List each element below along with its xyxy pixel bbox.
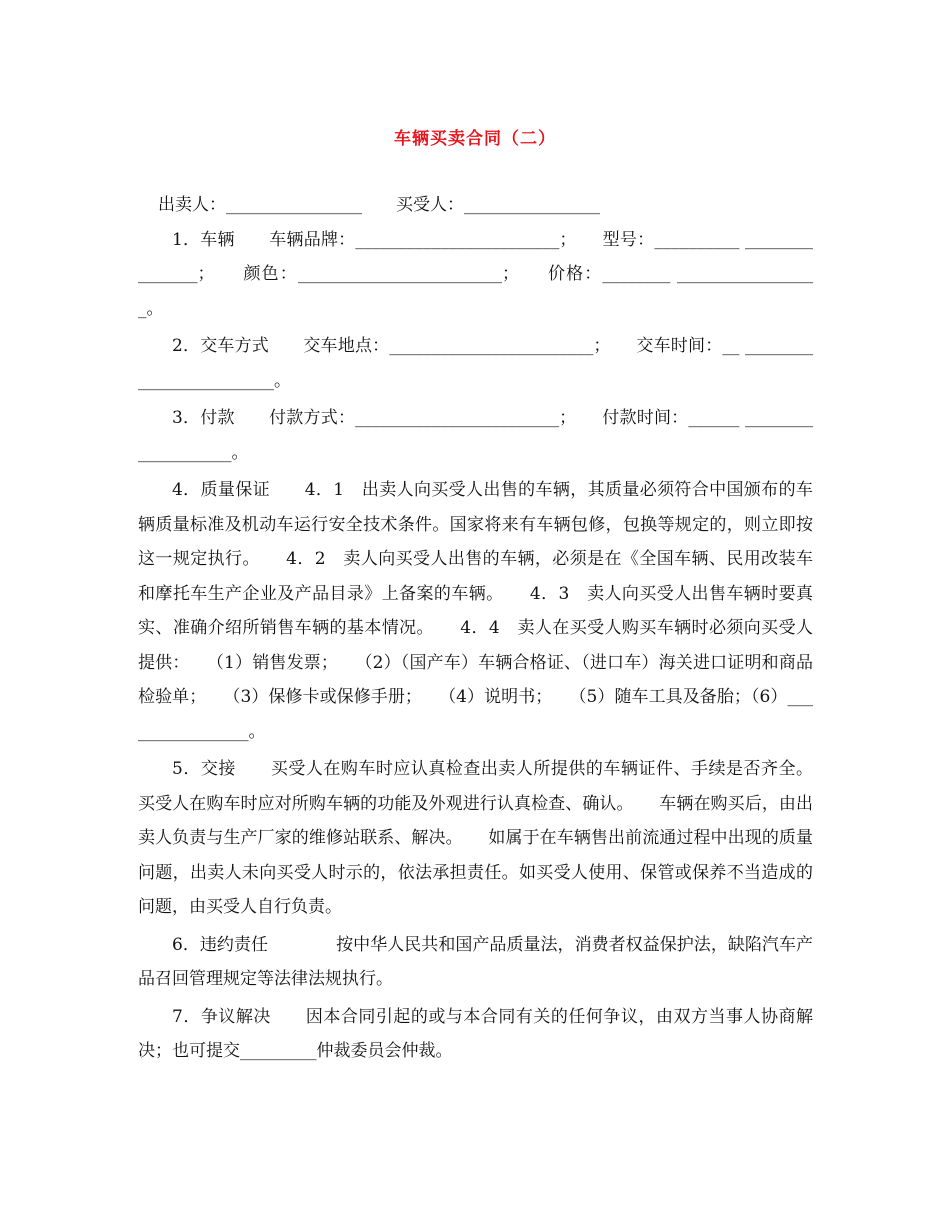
clause-liability: 6．违约责任 按中华人民共和国产品质量法，消费者权益保护法，缺陷汽车产品召回管理规定等法律法规执行。 — [138, 934, 813, 989]
document-title: 车辆买卖合同（二） — [394, 129, 556, 149]
clause-payment: 3．付款 付款方式：________________________； 付款时间：______ ___________________。 — [138, 408, 813, 463]
clause-delivery: 2．交车方式 交车地点：________________________； 交车时间：__ ________________________。 — [138, 336, 813, 391]
contract-body — [138, 188, 813, 1072]
clause-quality: 4．质量保证 4．1 出卖人向买受人出售的车辆，其质量必须符合中国颁布的车辆质量标准及机动车运行安全技术条件。国家将来有车辆包修，包换等规定的，则立即按这一规定执行。 4．2 卖人向买受人出售的车辆，必须是在《全国车辆、民用改装车和摩托车生产企业及产品目录》上备案的车辆。 4．3 卖人向买受人出售车辆时要真实、准确介绍所销售车辆的基本情况。 4．4 卖人在买受人购买车辆时必须向买受人提供： （1）销售发票； （2）（国产车）车辆合格证、（进口车）海关进口证明和商品检验单； （3）保修卡或保修手册； （4）说明书； （5）随车工具及备胎；（6）________________。 — [138, 480, 813, 742]
parties-line: 出卖人：________________ 买受人：________________ — [158, 195, 600, 215]
clause-vehicle: 1．车辆 车辆品牌：________________________； 型号：__________ _______________； 颜色：________________________； 价格：________ _________________。 — [138, 229, 813, 319]
clause-handover: 5．交接 买受人在购车时应认真检查出卖人所提供的车辆证件、手续是否齐全。 买受人在购车时应对所购车辆的功能及外观进行认真检查、确认。 车辆在购买后，由出卖人负责与生产厂家的维修站联系、解决。 如属于在车辆售出前流通过程中出现的质量问题，出卖人未向买受人时示的，依法承担责任。如买受人使用、保管或保养不当造成的问题，由买受人自行负责。 — [138, 759, 813, 917]
clause-dispute: 7．争议解决 因本合同引起的或与本合同有关的任何争议，由双方当事人协商解决；也可提交_________仲裁委员会仲裁。 — [138, 1006, 813, 1061]
